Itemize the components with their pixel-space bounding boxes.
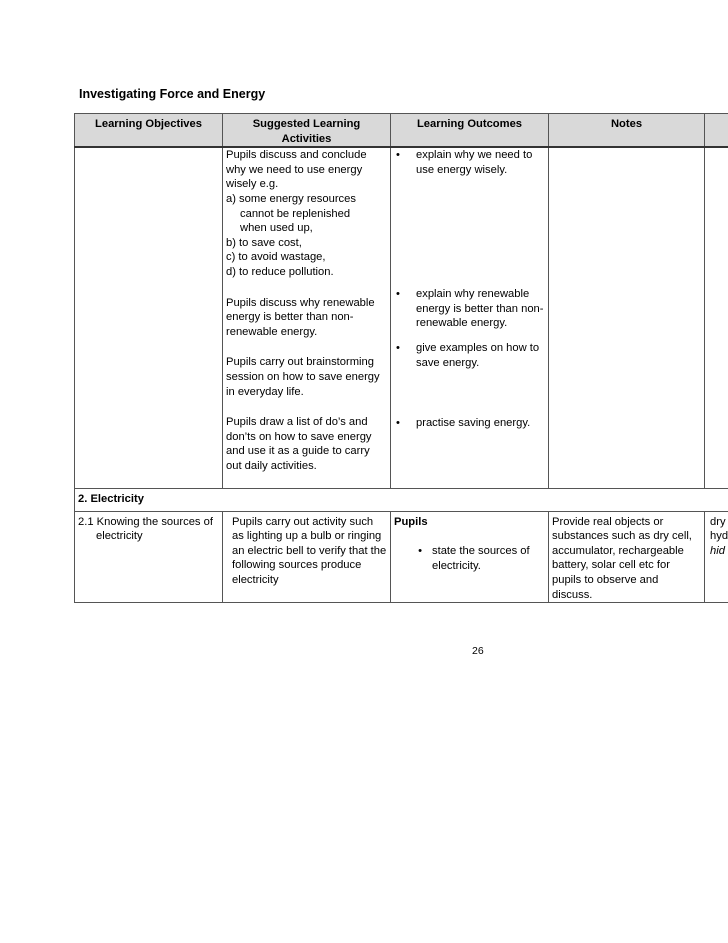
outcome-lead: Pupils	[394, 515, 428, 528]
page-number: 26	[472, 645, 484, 657]
bullet-icon: •	[396, 342, 400, 355]
objective-cell	[75, 511, 223, 603]
outcome-text: give examples on how to save energy.	[416, 342, 540, 369]
outcome-text: state the sources of electricity.	[432, 545, 530, 572]
notes-cell	[549, 511, 705, 603]
section-row	[75, 488, 728, 511]
outcome-text: explain why we need to use energy wisely.	[416, 149, 533, 176]
activity-block	[226, 415, 387, 473]
list-item	[394, 416, 545, 431]
notes-cell	[549, 147, 705, 488]
table-row	[75, 147, 728, 488]
notes-text: Provide real objects or substances such as dry cell, accumulator, rechargeable battery, solar cell etc for pupils to observe and discuss.	[552, 515, 692, 601]
list-item	[394, 544, 545, 573]
bullet-icon: •	[396, 288, 400, 301]
section-heading: 2. Electricity	[75, 488, 728, 511]
objective-cell	[75, 147, 223, 488]
vocabulary-cell	[705, 511, 728, 603]
activity-text: c) to avoid wastage,	[226, 251, 326, 264]
header-notes: Notes	[549, 114, 705, 148]
activity-block	[226, 296, 387, 340]
header-suggested-activities: Suggested Learning Activities	[223, 114, 391, 148]
bullet-icon: •	[396, 417, 400, 430]
vocabulary-text: dry	[710, 515, 726, 528]
outcome-text: practise saving energy.	[416, 417, 531, 430]
activity-block	[226, 148, 387, 279]
header-row	[75, 114, 728, 148]
activity-text: d) to reduce pollution.	[226, 265, 334, 278]
list-item	[394, 341, 545, 416]
section-title: Investigating Force and Energy	[79, 87, 266, 101]
outcomes-cell	[391, 147, 549, 488]
activity-text: Pupils carry out activity such as lighting up a bulb or ringing an electric bell to verify that the following sources produce electricity	[232, 515, 387, 587]
bullet-icon: •	[396, 149, 400, 162]
activity-text: Pupils discuss why renewable energy is better than non-renewable energy.	[226, 296, 375, 338]
vocabulary-cell	[705, 147, 728, 488]
activity-text: b) to save cost,	[226, 236, 302, 249]
objective-text: 2.1 Knowing the sources of electricity	[78, 515, 213, 543]
activity-text: when used up,	[240, 222, 313, 235]
activity-block	[226, 355, 387, 399]
syllabus-table	[74, 113, 728, 603]
activity-text: a) some energy resources	[226, 192, 356, 205]
vocabulary-text: hyd	[710, 530, 728, 543]
activities-cell	[223, 147, 391, 488]
table-row	[75, 511, 728, 603]
header-learning-outcomes: Learning Outcomes	[391, 114, 549, 148]
activity-text: Pupils discuss and conclude why we need to use energy wisely e.g.	[226, 149, 367, 191]
list-item	[394, 287, 545, 341]
activity-text: Pupils carry out brainstorming session on how to save energy in everyday life.	[226, 356, 380, 398]
outcomes-cell	[391, 511, 549, 603]
header-vocabulary	[705, 114, 728, 148]
activity-text: cannot be replenished	[240, 207, 351, 220]
outcome-text: explain why renewable energy is better than non-renewable energy.	[416, 288, 544, 330]
vocabulary-text: hid	[710, 544, 725, 557]
activities-cell	[223, 511, 391, 603]
activity-text: Pupils draw a list of do’s and don’ts on how to save energy and use it as a guide to carry out daily activities.	[226, 416, 372, 472]
list-item	[394, 148, 545, 287]
header-learning-objectives: Learning Objectives	[75, 114, 223, 148]
bullet-icon: •	[418, 545, 422, 558]
